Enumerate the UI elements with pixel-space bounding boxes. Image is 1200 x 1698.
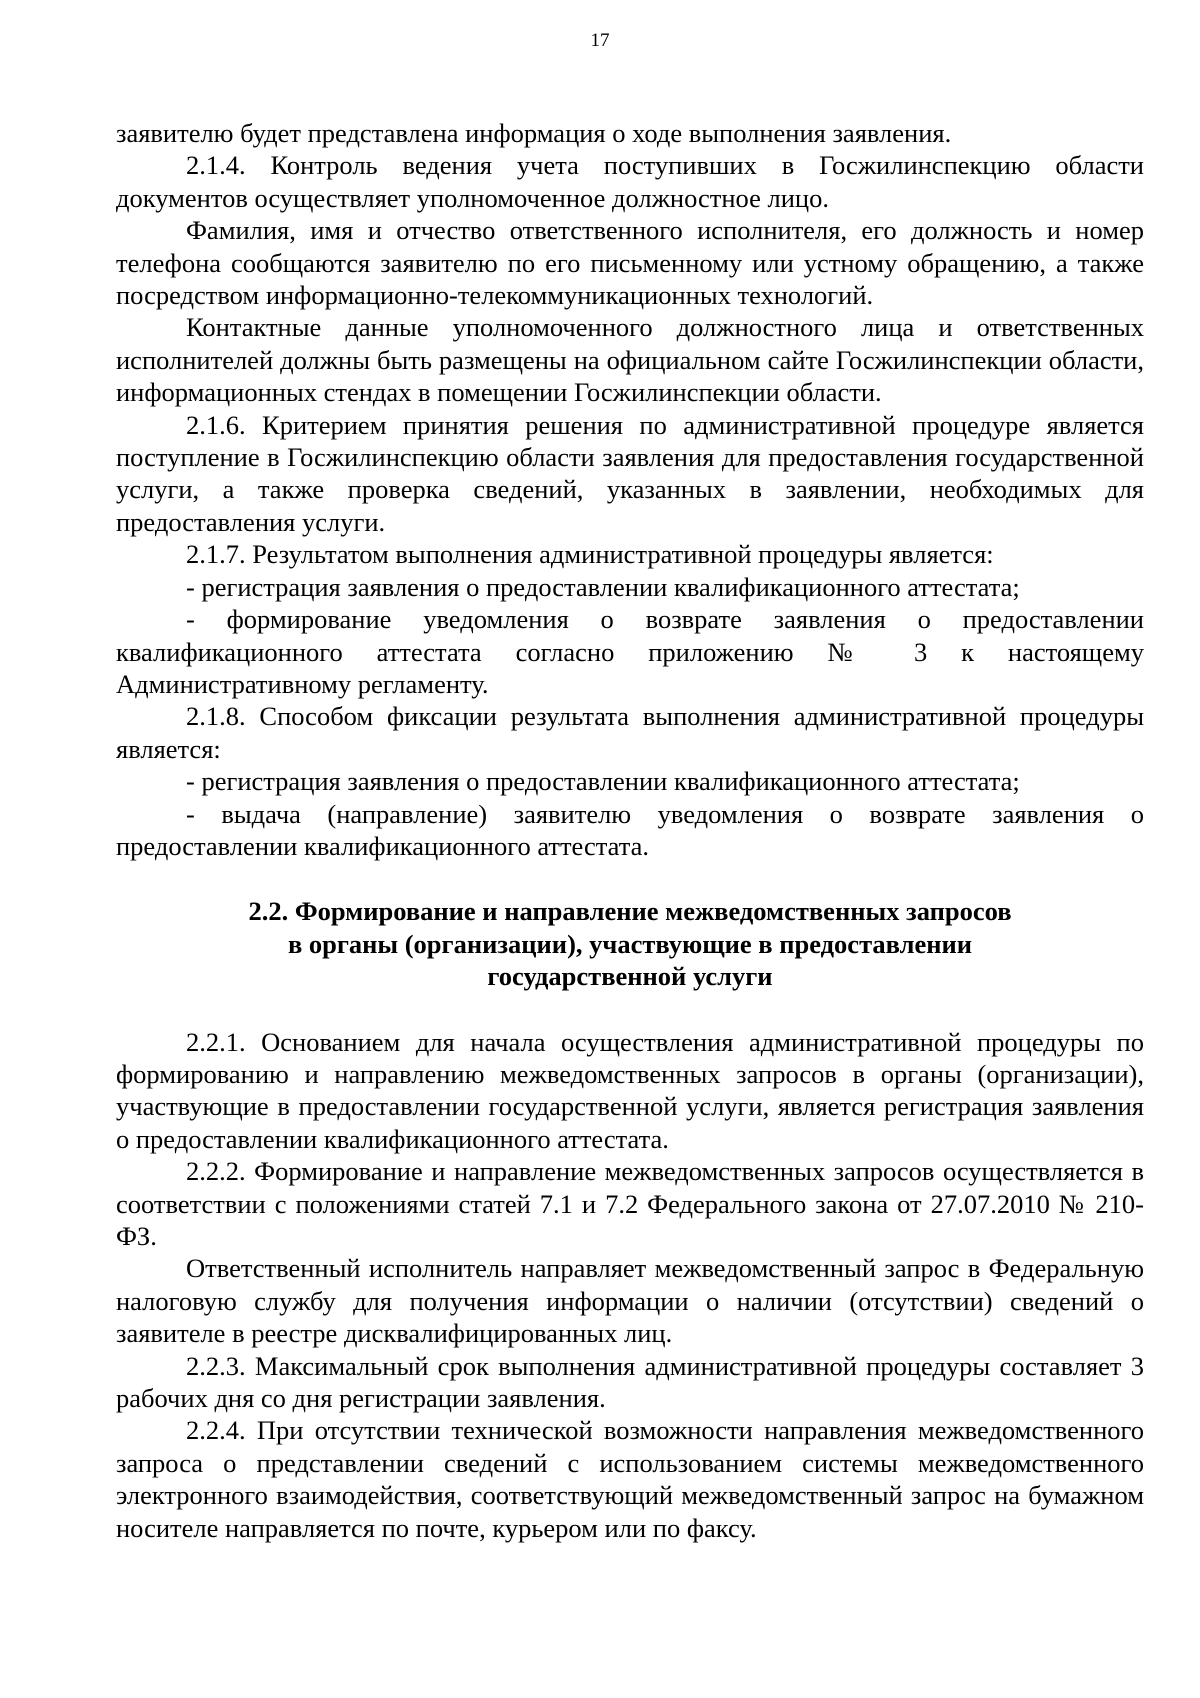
section-2-2-paragraphs (116, 1026, 1144, 1545)
paragraph: 2.2.2. Формирование и направление межведомственных запросов осуществляется в соответствии с положениями статей 7.1 и 7.2 Федерального закона от 27.07.2010 № 210-ФЗ. (116, 1156, 1144, 1251)
heading-line: 2.2. Формирование и направление межведомственных запросов (248, 896, 1012, 927)
list-item: - регистрация заявления о предоставлении квалификационного аттестата; (186, 571, 1020, 602)
list-item: - формирование уведомления о возврате заявления о предоставлении квалификационного аттестата согласно приложению № 3 к настоящему Административному регламенту. (116, 604, 1144, 699)
paragraph: 2.1.4. Контроль ведения учета поступивших в Госжилинспекцию области документов осуществляет уполномоченное должностное лицо. (116, 150, 1144, 213)
paragraph: заявителю будет представлена информация о ходе выполнения заявления. (116, 118, 952, 148)
list-item: - регистрация заявления о предоставлении квалификационного аттестата; (186, 766, 1020, 797)
paragraph: 2.1.8. Способом фиксации результата выполнения административной процедуры является: (116, 701, 1144, 764)
document-body (116, 117, 1144, 1544)
paragraph: 2.2.4. При отсутствии технической возможности направления межведомственного запроса о представлении сведений с использованием системы межведомственного электронного взаимодействия, соответствующий межведомственный запрос на бумажном носителе направляется по почте, курьером или по факсу. (116, 1415, 1144, 1543)
section-heading (116, 895, 1144, 992)
paragraph: 2.2.3. Максимальный срок выполнения административной процедуры составляет 3 рабочих дня со дня регистрации заявления. (116, 1350, 1144, 1414)
list-item: - выдача (направление) заявителю уведомления о возврате заявления о предоставлении квалификационного аттестата. (116, 798, 1144, 861)
paragraph: 2.1.7. Результатом выполнения административной процедуры является: (186, 539, 994, 570)
page-number: 17 (590, 30, 610, 51)
section-2-1-paragraphs (116, 117, 1144, 862)
paragraph: Ответственный исполнитель направляет межведомственный запрос в Федеральную налоговую службу для получения информации о наличии (отсутствии) сведений о заявителе в реестре дисквалифицированных лиц. (116, 1253, 1144, 1349)
paragraph: Фамилия, имя и отчество ответственного исполнителя, его должность и номер телефона сообщаются заявителю по его письменному или устному обращению, а также посредством информационно-телекоммуникационных технологий. (116, 215, 1144, 311)
heading-line: государственной услуги (487, 961, 773, 992)
heading-line: в органы (организации), участвующие в предоставлении (287, 928, 973, 959)
paragraph: Контактные данные уполномоченного должностного лица и ответственных исполнителей должны быть размещены на официальном сайте Госжилинспекции области, информационных стендах в помещении Госжилинспекции области. (116, 312, 1144, 408)
paragraph: 2.2.1. Основанием для начала осуществления административной процедуры по формированию и направлению межведомственных запросов в органы (организации), участвующие в предоставлении государственной услуги, является регистрация заявления о предоставлении квалификационного аттестата. (116, 1026, 1144, 1154)
paragraph: 2.1.6. Критерием принятия решения по административной процедуре является поступление в Госжилинспекцию области заявления для предоставления государственной услуги, а также проверка сведений, указанных в заявлении, необходимых для предоставления услуги. (116, 409, 1144, 537)
